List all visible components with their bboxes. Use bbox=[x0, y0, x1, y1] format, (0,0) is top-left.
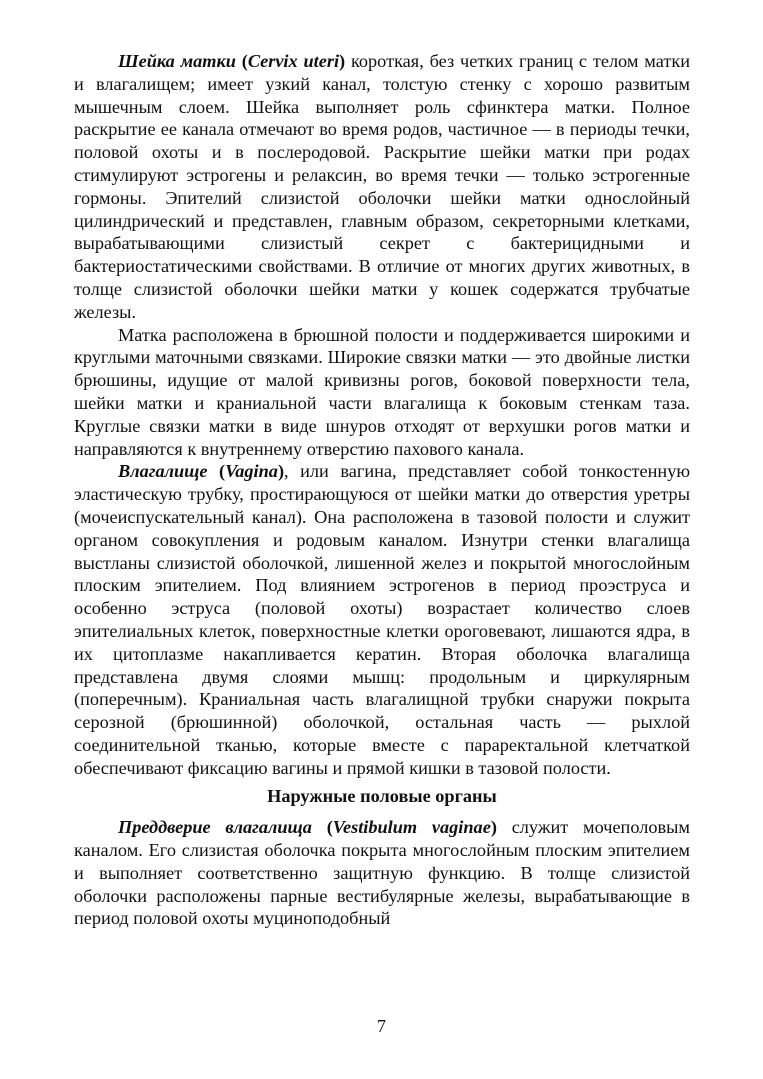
paren-open: ( bbox=[311, 817, 333, 838]
paragraph-uterus-ligaments bbox=[74, 324, 690, 461]
paragraph-cervix bbox=[74, 50, 690, 324]
paragraph-text: , или вагина, представляет собой тонкостенную эластическую трубку, простирающуюся от шейки матки до отверстия уретры (мочеиспускательный канал). Она расположена в тазовой полости и служит органом совокупления и родовым каналом. Изнутри стенки влагалища выстланы слизистой оболочкой, лишенной желез и покрытой многослойным плоским эпителием. Под влиянием эстрогенов в период проэструса и особенно эструса (половой охоты) возрастает количество слоев эпителиальных клеток, поверхностные клетки ороговевают, лишаются ядра, в их цитоплазме накапливается кератин. Вторая оболочка влагалища представлена двумя слоями мышц: продольным и циркулярным (поперечным). Краниальная часть влагалищной трубки снаружи покрыта серозной (брюшинной) оболочкой, остальная часть — рыхлой соединительной тканью, которые вместе с параректальной клетчаткой обеспечивают фиксацию вагины и прямой кишки в тазовой полости. bbox=[74, 461, 690, 778]
paragraph-vagina bbox=[74, 460, 690, 779]
paragraph-text: Матка расположена в брюшной полости и поддерживается широкими и круглыми маточными связками. Широкие связки матки — это двойные листки брюшины, идущие от малой кривизны рогов, боковой поверхности тела, шейки матки и краниальной части влагалища к боковым стенкам таза. Круглые связки матки в виде шнуров отходят от верхушки рогов матки и направляются к внутреннему отверстию пахового канала. bbox=[74, 324, 690, 459]
term-vagina: Влагалище bbox=[118, 461, 208, 482]
latin-vagina: Vagina bbox=[225, 461, 278, 482]
term-cervix: Шейка матки bbox=[118, 51, 236, 71]
latin-cervix: Cervix uteri bbox=[247, 51, 340, 71]
term-vestibule: Преддверие влагалища bbox=[118, 817, 312, 838]
latin-vestibule: Vestibulum vaginae bbox=[332, 817, 491, 838]
paragraph-text: короткая, без четких границ с телом матки и влагалищем; имеет узкий канал, толстую стенку с хорошо развитым мышечным слоем. Шейка выполняет роль сфинктера матки. Полное раскрытие ее канала отмечают во время родов, частичное — в периоды течки, половой охоты и в послеродовой. Раскрытие шейки матки при родах стимулируют эстрогены и релаксин, во время течки — только эстрогенные гормоны. Эпителий слизистой оболочки шейки матки однослойный цилиндрический и представлен, главным образом, секреторными клетками, вырабатывающими слизистый секрет с бактерицидными и бактериостатическими свойствами. В отличие от многих других животных, в толще слизистой оболочки шейки матки у кошек содержатся трубчатые железы. bbox=[74, 51, 690, 322]
paren-close: ) bbox=[490, 817, 497, 838]
paragraph-vestibule bbox=[74, 816, 690, 930]
paren-open: ( bbox=[235, 51, 248, 71]
page-number: 7 bbox=[377, 1016, 386, 1036]
section-heading: Наружные половые органы bbox=[267, 785, 497, 806]
paren-open: ( bbox=[207, 461, 226, 482]
paren-close: ) bbox=[277, 461, 285, 482]
paren-close: ) bbox=[339, 51, 346, 71]
paragraph-text: служит мочеполовым каналом. Его слизистая оболочка покрыта многослойным плоским эпителием и выполняет соответственно защитную функцию. В толще слизистой оболочки расположены парные вестибулярные железы, вырабатывающие в период половой охоты муциноподобный bbox=[74, 817, 690, 929]
page-body bbox=[74, 50, 690, 930]
